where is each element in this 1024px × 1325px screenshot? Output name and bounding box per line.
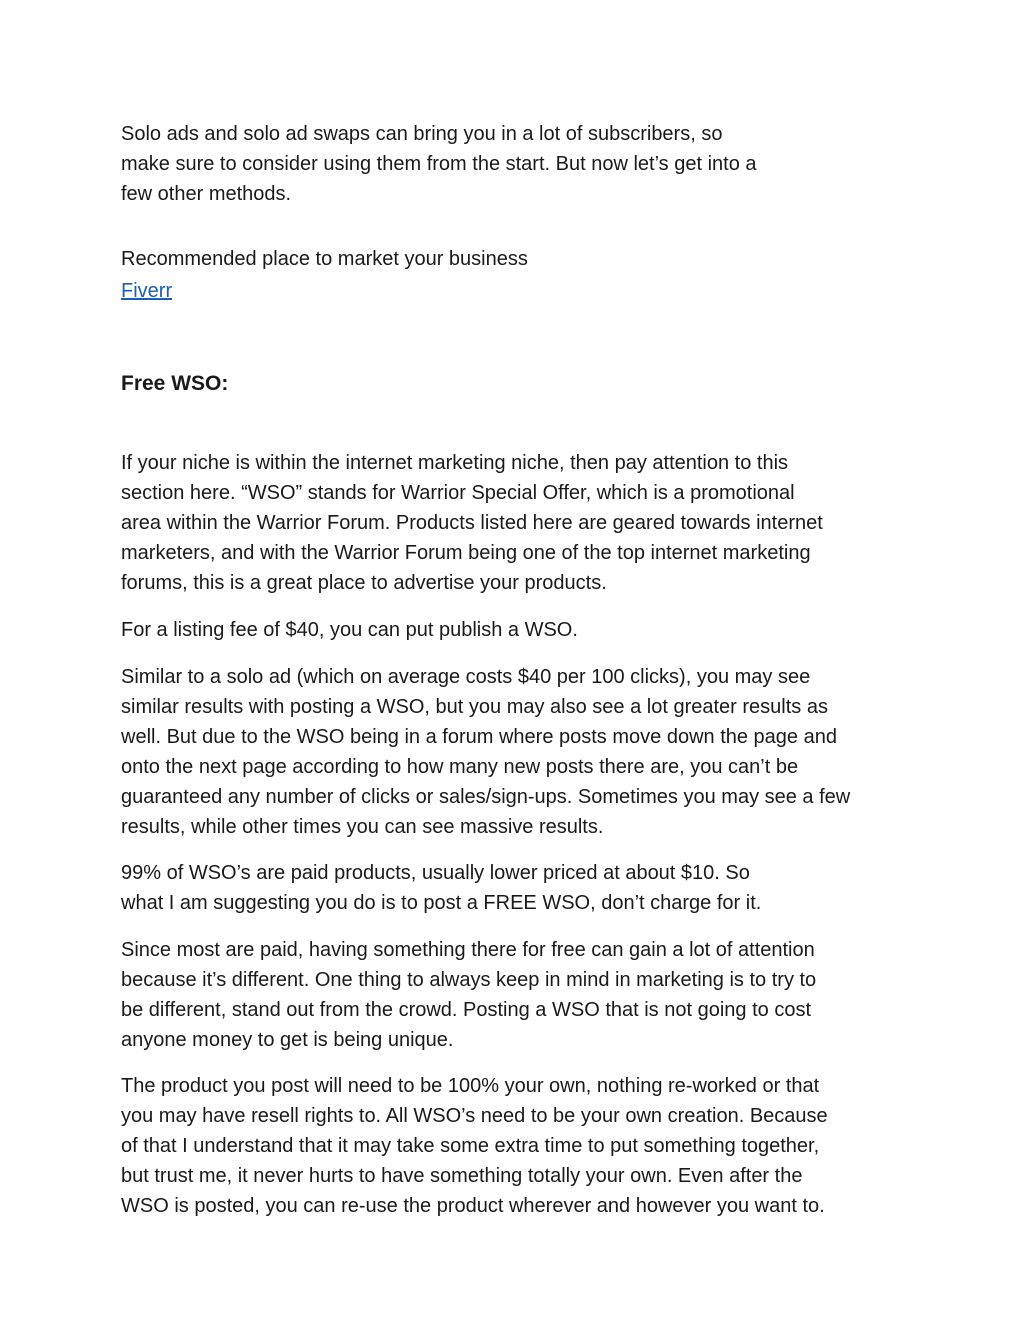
text-line: area within the Warrior Forum. Products listed here are geared towards internet <box>121 512 823 534</box>
text-line: Since most are paid, having something there for free can gain a lot of attention <box>121 939 815 961</box>
fiverr-link[interactable]: Fiverr <box>121 280 173 302</box>
text-line: well. But due to the WSO being in a forum where posts move down the page and <box>121 726 837 748</box>
body-paragraph <box>121 615 921 645</box>
text-line: of that I understand that it may take some extra time to put something together, <box>121 1135 820 1157</box>
text-line: few other methods. <box>121 183 292 205</box>
text-line: forums, this is a great place to advertise your products. <box>121 572 607 594</box>
text-line: you may have resell rights to. All WSO’s need to be your own creation. Because <box>121 1105 828 1127</box>
section-heading: Free WSO: <box>121 372 229 395</box>
text-line: marketers, and with the Warrior Forum being one of the top internet marketing <box>121 542 811 564</box>
text-line: For a listing fee of $40, you can put publish a WSO. <box>121 619 578 641</box>
body-paragraph <box>121 448 921 598</box>
body-paragraph <box>121 935 921 1055</box>
text-line: Similar to a solo ad (which on average costs $40 per 100 clicks), you may see <box>121 666 811 688</box>
text-line: results, while other times you can see massive results. <box>121 816 604 838</box>
recommendation <box>121 243 921 307</box>
text-line: but trust me, it never hurts to have something totally your own. Even after the <box>121 1165 803 1187</box>
intro-paragraph <box>121 119 921 209</box>
text-line: guaranteed any number of clicks or sales/sign-ups. Sometimes you may see a few <box>121 786 851 808</box>
text-line: because it’s different. One thing to always keep in mind in marketing is to try to <box>121 969 817 991</box>
recommendation-label: Recommended place to market your business <box>121 248 528 270</box>
text-line: similar results with posting a WSO, but you may also see a lot greater results as <box>121 696 828 718</box>
text-line: anyone money to get is being unique. <box>121 1029 454 1051</box>
text-line: WSO is posted, you can re-use the product wherever and however you want to. <box>121 1195 825 1217</box>
text-line: The product you post will need to be 100% your own, nothing re-worked or that <box>121 1075 820 1097</box>
text-line: If your niche is within the internet marketing niche, then pay attention to this <box>121 452 789 474</box>
body-paragraph <box>121 1071 921 1221</box>
text-line: make sure to consider using them from the start. But now let’s get into a <box>121 153 757 175</box>
text-line: 99% of WSO’s are paid products, usually lower priced at about $10. So <box>121 862 750 884</box>
text-line: section here. “WSO” stands for Warrior Special Offer, which is a promotional <box>121 482 795 504</box>
text-line: be different, stand out from the crowd. Posting a WSO that is not going to cost <box>121 999 811 1021</box>
text-line: Solo ads and solo ad swaps can bring you in a lot of subscribers, so <box>121 123 723 145</box>
body-paragraph <box>121 662 921 842</box>
text-line: onto the next page according to how many new posts there are, you can’t be <box>121 756 799 778</box>
text-line: what I am suggesting you do is to post a FREE WSO, don’t charge for it. <box>121 892 762 914</box>
body-paragraph <box>121 858 921 918</box>
